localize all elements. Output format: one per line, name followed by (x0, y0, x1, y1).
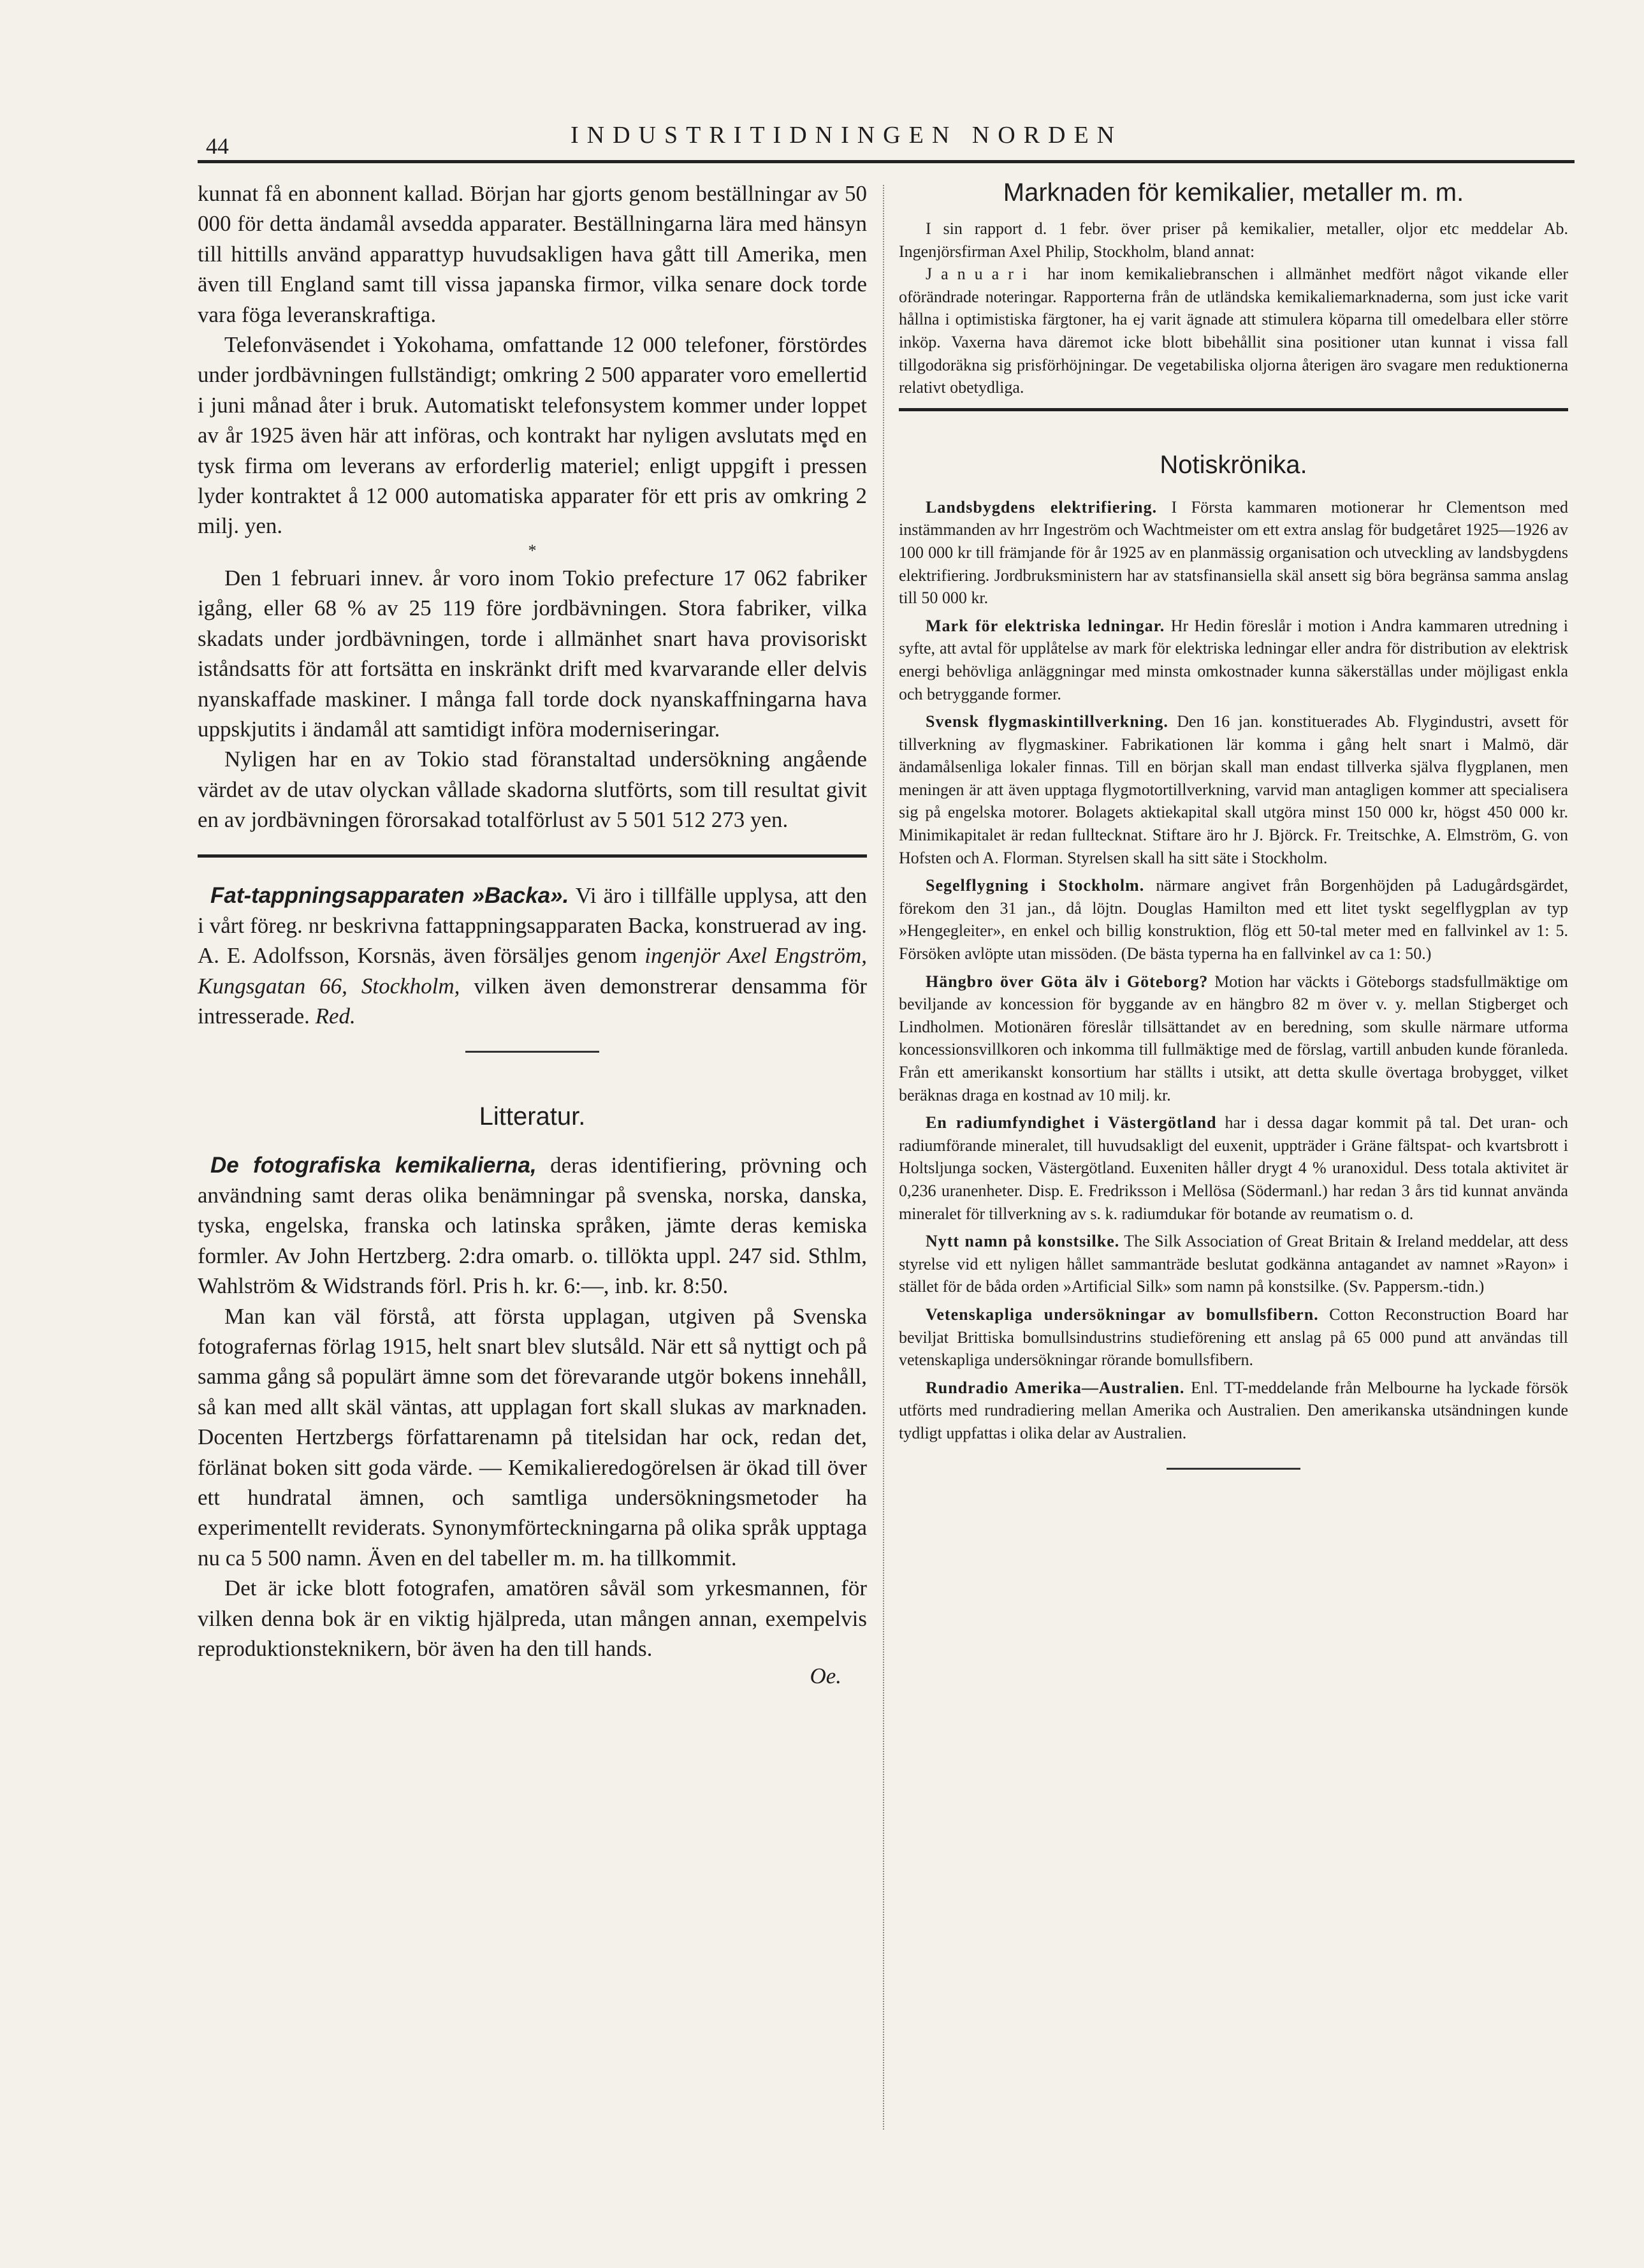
notis-text: The Silk Association of Great Britain & Ireland meddelar, att dess styrelse vid ett nyligen hållet sammanträde beslutat godkänna antagandet av namnet »Rayon» i stället för de båda orden »Artificial Silk» som namn på konstsilke. (Sv. Pappersm.-tidn.) (899, 1232, 1568, 1296)
page-number: 44 (206, 133, 229, 159)
notis-text: Hr Hedin föreslår i motion i Andra kammaren utredning i syfte, att avtal för upplåtelse av mark för elektriska ledningar eller andra för distribution av elektrisk energi behövliga anläggningar med minsta omkostnader kunna säkerställas under möjligast enkla och betryggande former. (899, 616, 1568, 703)
notis-text: I Första kammaren motionerar hr Clementson med instämmanden av hrr Ingeström och Wachtmeister om ett extra anslag för budgetåret 1925—1926 av 100 000 kr till främjande för år 1925 av en planmässig organisation och utveckling av landsbygdens elektrifiering. Jordbruksministern har av statsfinansiella skäl ansett sig böra begränsa samma anslag till 50 000 kr. (899, 497, 1569, 608)
notis-item (899, 1111, 1568, 1225)
section-rule-right (899, 408, 1568, 411)
left-column (198, 179, 867, 1689)
notis-lead: Hängbro över Göta älv i Göteborg? (926, 972, 1209, 991)
notis-lead: En radiumfyndighet i Västergötland (926, 1113, 1217, 1132)
notis-item (899, 615, 1568, 705)
notis-text: Enl. TT-meddelande från Melbourne ha lyckade försök utförts med rundradiering mellan Amerika och Australien. Den amerikanska utsändningen kunde tydligt uppfattas i olika delar av Australien. (899, 1378, 1568, 1442)
notis-lead: Rundradio Amerika—Australien. (926, 1378, 1185, 1397)
column-divider (883, 185, 884, 2130)
right-column (899, 179, 1568, 1470)
notis-item (899, 1303, 1568, 1372)
notis-text: Den 16 jan. konstituerades Ab. Flygindustri, avsett för tillverkning av flygmaskiner. Fabrikationen lär komma i gång helt snart i Malmö, där ändamålsenliga lokaler finnas. Till en början skall man endast tillverka själva flygplanen, men meningen är att även upptaga flygmotortillverkning, varvid man antagligen kommer att specialisera sig på engelska motorer. Bolagets aktiekapital skall utgöra minst 150 000 kr, högst 450 000 kr. Minimikapitalet är redan fulltecknat. Stiftare äro hr J. Björck. Fr. Treitschke, A. Elmström, G. von Hofsten och A. Florman. Styrelsen skall ha sitt säte i Stockholm. (899, 712, 1569, 867)
notis-lead: Mark för elektriska ledningar. (926, 616, 1165, 635)
marknaden-title: Marknaden för kemikalier, metaller m. m. (1003, 179, 1464, 207)
notis-item (899, 496, 1568, 610)
fat-red: Red. (315, 1004, 356, 1029)
litteratur-paragraph-3: Det är icke blott fotografen, amatören såväl som yrkesmannen, för vilken denna bok är en viktig hjälpreda, utan mången annan, exempelvis reproduktionsteknikern, bör även ha den till hands. (198, 1576, 867, 1662)
notis-item (899, 874, 1568, 965)
section-star: * (528, 541, 537, 560)
notis-text: Cotton Reconstruction Board har beviljat Brittiska bomullsindustrins studieförening ett anslag på 65 000 pund att användas till vetenskapliga undersökningar rörande bomullsfibern. (899, 1305, 1568, 1370)
japan-paragraph-3: Den 1 februari innev. år voro inom Tokio prefecture 17 062 fabriker igång, eller 68 % av 25 119 före jordbävningen. Stora fabriker, vilka skadats under jordbävningen, torde i allmänhet snart hava provisoriskt iståndsatts för att fortsätta en inskränkt drift med kvarvarande eller delvis nyanskaffade maskiner. I många fall torde dock nyanskaffningarna hava uppskjutits i ändamål att samtidigt införa moderniseringar. (198, 565, 867, 742)
notis-text: närmare angivet från Borgenhöjden på Ladugårdsgärdet, förekom den 31 jan., då löjtn. Douglas Hamilton med ett litet tyskt segelflygplan av typ »Hengegleiter», en enkel och billig konstruktion, flög ett 50-tal meter med en fallvinkel av 1: 5. Försöken avlöpte utan missöden. (De bästa typerna ha en fallvinkel av ca 1: 50.) (899, 876, 1568, 963)
japan-paragraph-4: Nyligen har en av Tokio stad föranstaltad undersökning angående värdet av de utav olyckan vållade skadorna slutförts, som till resultat givit en av jordbävningen förorsakad totalförlust av 5 501 512 273 yen. (198, 747, 867, 833)
litteratur-paragraph-2: Man kan väl förstå, att första upplagan, utgiven på Svenska fotografernas förlag 1915, helt snart blev slutsåld. När ett så nyttigt och på samma gång så populärt ämne som det förevarande utgör bokens innehåll, så kan med allt skäl väntas, att upplagan fort skall slukas av marknaden. Docenten Hertzbergs författarenamn på titelsidan har ock, redan det, förlänat boken sitt goda värde. — Kemikalieredogörelsen är ökad till över ett hundratal ämnen, och samtliga undersökningsmetoder ha experimentellt reviderats. Synonymförteckningarna på olika språk upptaga nu ca 5 500 namn. Även en del tabeller m. m. ha tillkommit. (198, 1303, 867, 1570)
running-title: INDUSTRITIDNINGEN NORDEN (571, 122, 1123, 149)
notis-title: Notiskrönika. (1160, 450, 1307, 479)
notis-text: Motion har väckts i Göteborgs stadsfullmäktige om beviljande av koncession för byggande av en hängbro 82 m över v. y. mellan Stigberget och Lindholmen. Motionären föreslår tillsättandet av en beredning, som skulle närmare utforma koncessionsvillkoren och inkomma till fullmäktige med de förslag, vartill anbuden kunde föranleda. Från ett amerikanskt konsortium har ställts i utsikt, att detta skulle övertaga brobygget, vilket beräknas draga en kostnad av 10 milj. kr. (899, 972, 1568, 1104)
fat-text-a: Vi äro i tillfälle upplysa, att den i vårt föreg. nr beskrivna fattappningsapparaten Backa, konstruerad av ing. A. E. Adolfsson, Korsnäs, även försäljes genom (198, 882, 867, 969)
notis-item (899, 1230, 1568, 1298)
marknaden-paragraph-1: I sin rapport d. 1 febr. över priser på kemikalier, metaller, oljor etc meddelar Ab. Ingenjörsfirman Axel Philip, Stockholm, bland annat: (899, 219, 1568, 261)
short-rule (465, 1051, 599, 1053)
notis-item (899, 970, 1568, 1107)
notis-text: har i dessa dagar kommit på tal. Det uran- och radiumförande mineralet, till huvudsakligt del euxenit, uppträder i Gräne fältspat- och kvartsbrott i Holtsljunga socken, Västergötland. Euxeniten håller drygt 4 % uranoxidul. Dess totala aktivitet är 0,236 uranenheter. Disp. E. Fredriksson i Mellösa (Södermanl.) har redan 3 års tid kunnat använda mineralet för tillverkning av s. k. radiumdukar för botande av reumatism o. d. (899, 1113, 1568, 1223)
notis-lead: Vetenskapliga undersökningar av bomullsfibern. (926, 1305, 1319, 1324)
marknaden-text: har inom kemikaliebranschen i allmänhet medfört något vikande eller oförändrade noteringar. Rapporterna från de utländska kemikaliemarknaderna, som just icke varit hållna i optimistiska färgtoner, ha ej varit ägnade att stimulera köparna till omedelbara eller större inköp. Vaxerna hava däremot icke blott bibehållit sina positioner utan kunnat i vissa fall tillgodoräkna sig prisförhöjningar. De vegetabiliska oljorna återigen äro svagare men reduktionerna relativt obetydliga. (899, 265, 1568, 397)
notis-item (899, 710, 1568, 869)
fat-lead: Fat-tappningsapparaten »Backa». (210, 882, 569, 908)
fat-firm: ingenjör Axel Engström, Kungsgatan 66, Stockholm, (198, 943, 868, 999)
notis-lead: Nytt namn på konstsilke. (926, 1232, 1120, 1251)
fat-notice (198, 881, 867, 1032)
litteratur-signature: Oe. (810, 1664, 841, 1689)
litteratur-lead: De fotografiska kemikalierna, (210, 1152, 537, 1178)
notis-item (899, 1377, 1568, 1445)
notis-lead: Svensk flygmaskintillverkning. (926, 712, 1168, 731)
marknaden-month: Januari (926, 265, 1037, 284)
end-rule (1167, 1468, 1300, 1470)
litteratur-paragraph-1 (198, 1150, 867, 1301)
header-rule (198, 160, 1575, 163)
litteratur-text: deras identifiering, prövning och användning samt deras olika benämningar på svenska, norska, danska, tyska, engelska, franska och latinska språken, jämte deras kemiska formler. Av John Hertzberg. 2:dra omarb. o. tillökta uppl. 247 sid. Sthlm, Wahlström & Widstrands förl. Pris h. kr. 6:—, inb. kr. 8:50. (198, 1152, 867, 1299)
litteratur-title: Litteratur. (479, 1102, 586, 1130)
notis-lead: Segelflygning i Stockholm. (926, 876, 1145, 895)
section-rule (198, 854, 867, 858)
fat-text-b: vilken även demonstrerar densamma för intresserade. (198, 973, 867, 1029)
marknaden-paragraph-2 (899, 263, 1568, 399)
japan-paragraph-1: kunnat få en abonnent kallad. Början har gjorts genom beställningar av 50 000 för detta ändamål avsedda apparater. Beställningarna lära med hänsyn till hittills använd apparattyp huvudsakligen hava gått till Amerika, men även till England samt till vissa japanska firmor, vilka senare dock torde vara föga leveranskraftiga. (198, 181, 867, 327)
notis-lead: Landsbygdens elektrifiering. (926, 497, 1158, 516)
japan-paragraph-2: Telefonväsendet i Yokohama, omfattande 12 000 telefoner, förstördes under jordbävningen fullständigt; omkring 2 500 apparater voro emellertid i juni månad åter i bruk. Automatiskt telefonsystem kommer under loppet av år 1925 även här att införas, och kontrakt har nyligen avslutats med en tysk firma om leverans av erforderlig materiel; enligt uppgift i pressen lyder kontraktet å 12 000 automatiska apparater för ett pris av omkring 2 milj. yen. (198, 332, 867, 539)
